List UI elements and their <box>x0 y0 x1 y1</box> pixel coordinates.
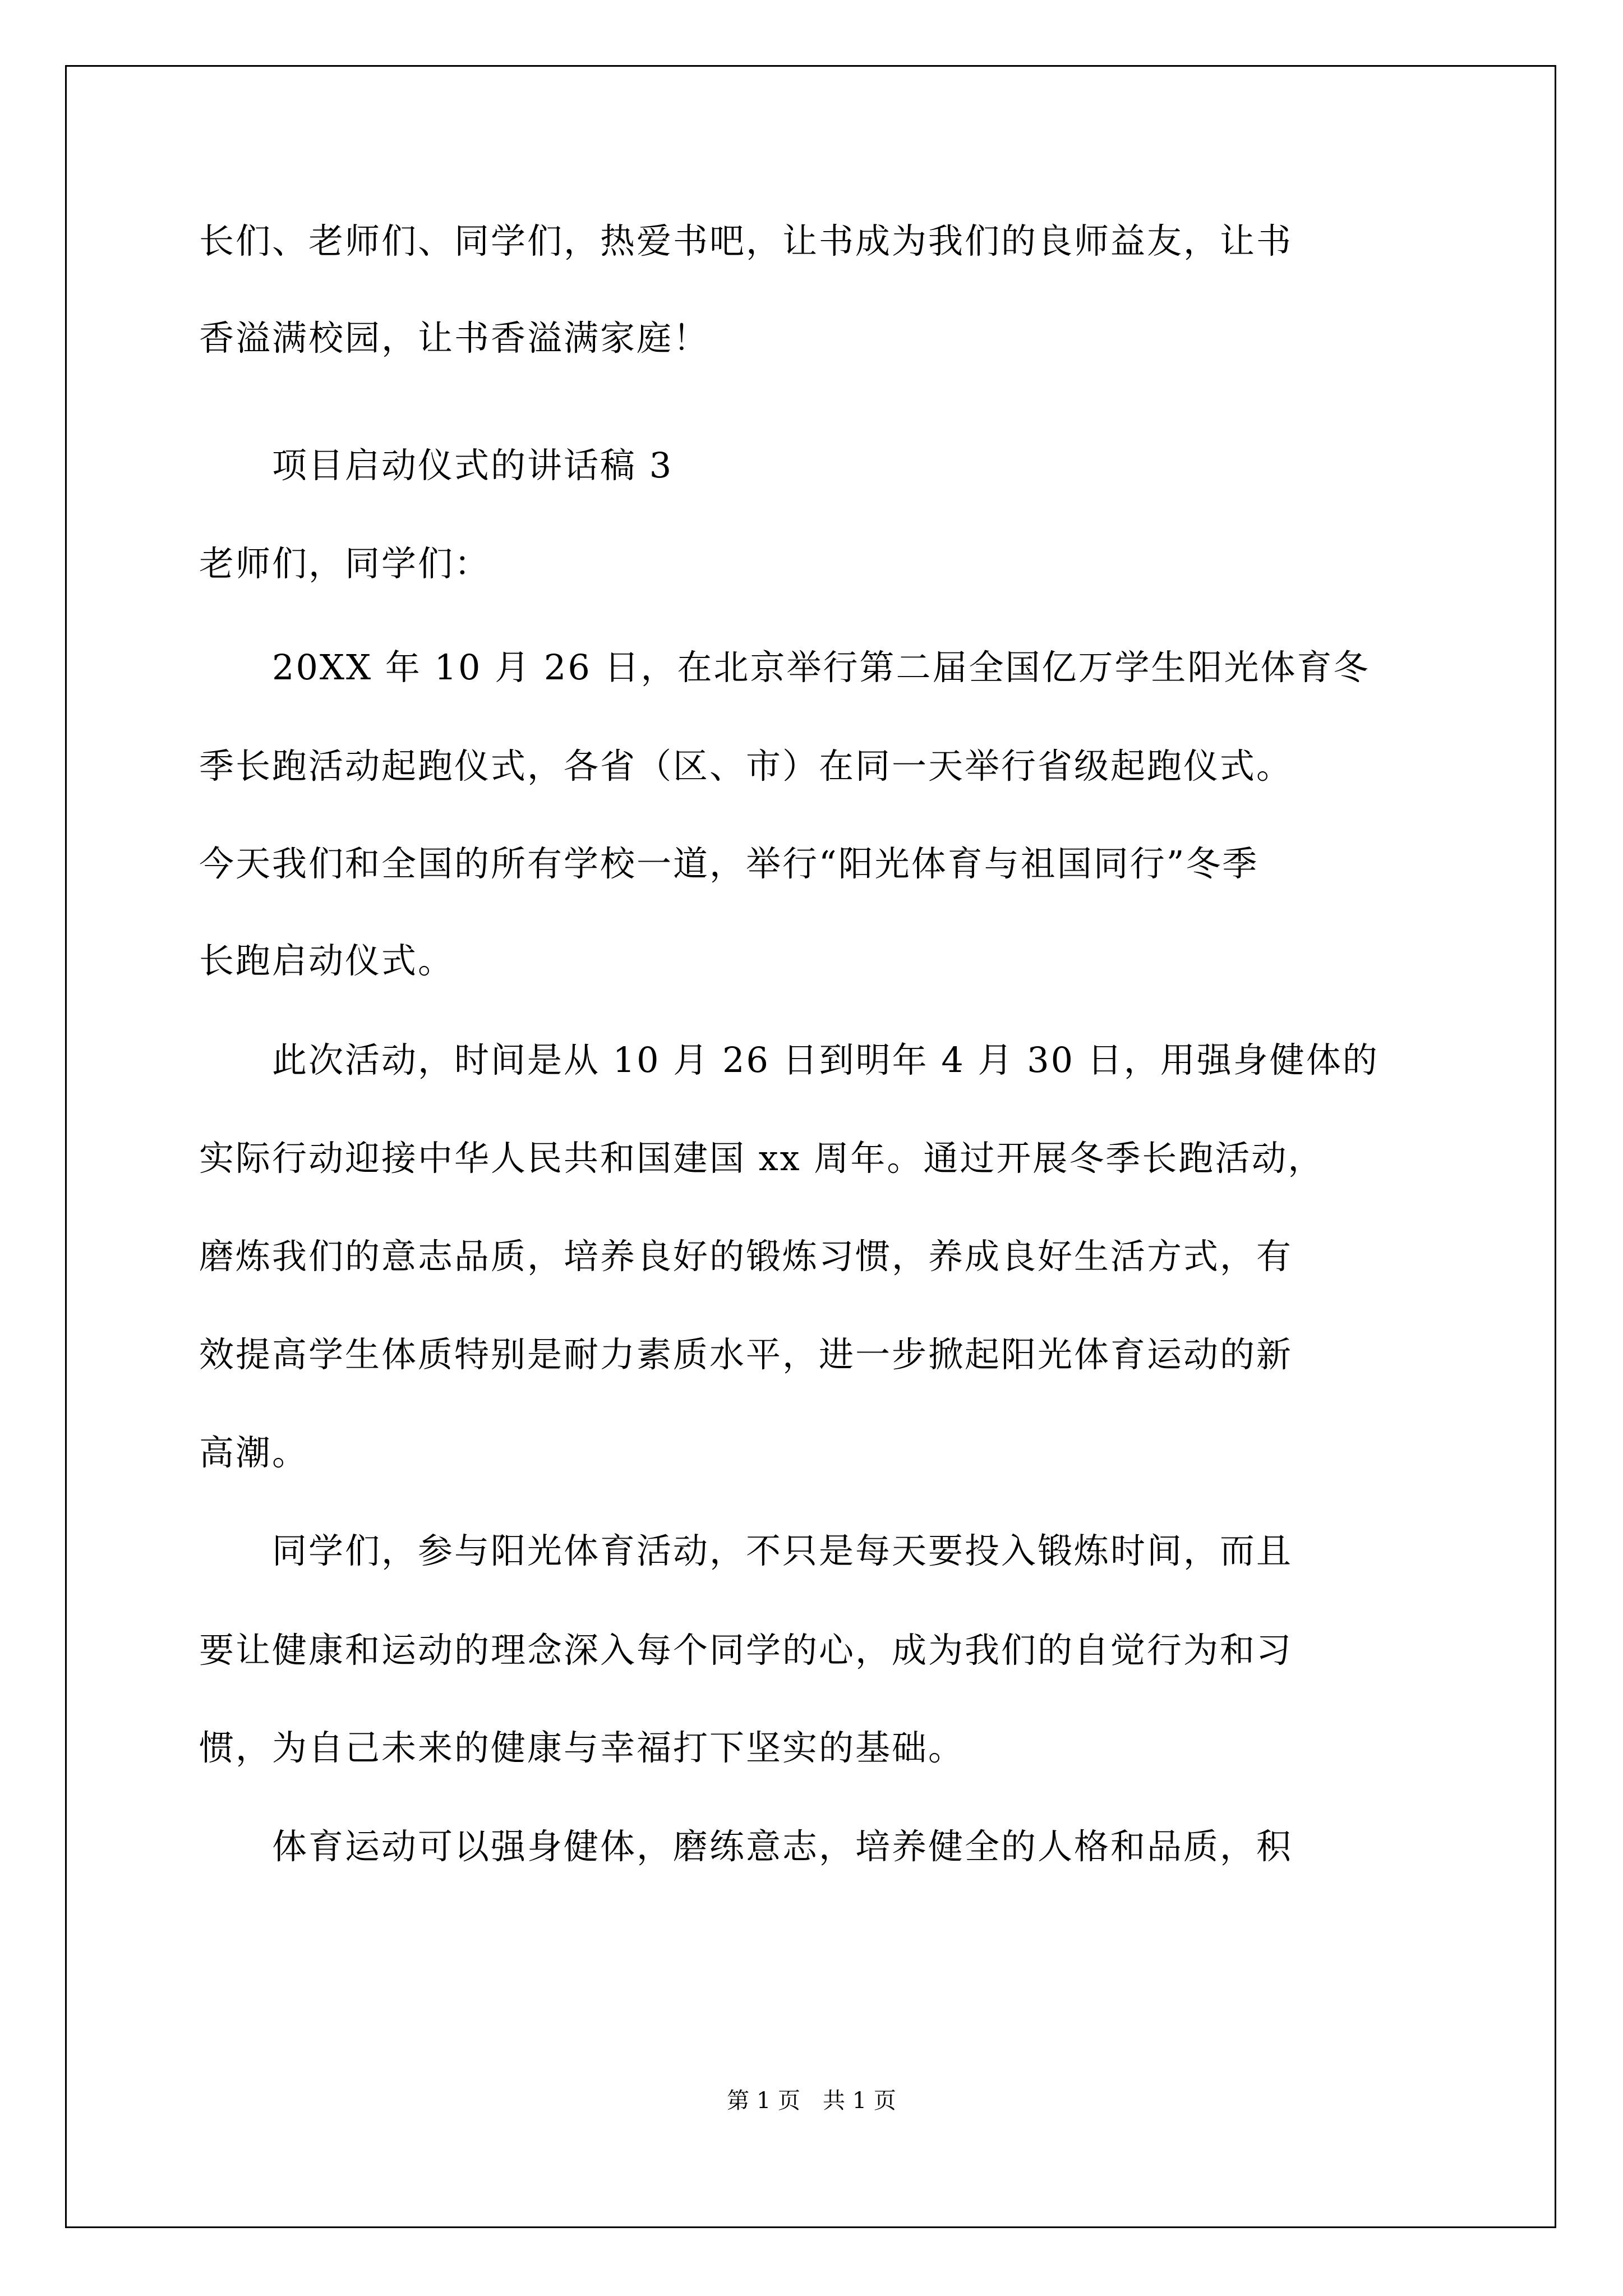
page-footer: 第 1 页 共 1 页 <box>727 2088 896 2114</box>
text-line: 实际行动迎接中华人民共和国建国 xx 周年。通过开展冬季长跑活动， <box>199 1138 1325 1179</box>
text-line: 香溢满校园，让书香溢满家庭！ <box>199 318 710 358</box>
text-line: 今天我们和全国的所有学校一道，举行“阳光体育与祖国同行”冬季 <box>199 843 1259 884</box>
text-line: 同学们，参与阳光体育活动，不只是每天要投入锻炼时间，而且 <box>199 1530 1293 1571</box>
text-line: 磨炼我们的意志品质，培养良好的锻炼习惯，养成良好生活方式，有 <box>199 1236 1293 1277</box>
text-line: 惯，为自己未来的健康与幸福打下坚实的基础。 <box>199 1727 965 1768</box>
text-line: 要让健康和运动的理念深入每个同学的心，成为我们的自觉行为和习 <box>199 1630 1293 1671</box>
text-line: 长们、老师们、同学们，热爱书吧，让书成为我们的良师益友，让书 <box>199 220 1293 261</box>
text-line: 长跑启动仪式。 <box>199 940 455 981</box>
text-line: 季长跑活动起跑仪式，各省（区、市）在同一天举行省级起跑仪式。 <box>199 746 1293 786</box>
salutation: 老师们，同学们： <box>199 543 491 584</box>
text-line: 体育运动可以强身健体，磨练意志，培养健全的人格和品质，积 <box>199 1826 1293 1867</box>
text-line: 此次活动，时间是从 10 月 26 日到明年 4 月 30 日，用强身健体的 <box>199 1039 1379 1080</box>
text-line: 高潮。 <box>199 1432 309 1473</box>
text-line: 效提高学生体质特别是耐力素质水平，进一步掀起阳光体育运动的新 <box>199 1334 1293 1375</box>
text-line: 20XX 年 10 月 26 日，在北京举行第二届全国亿万学生阳光体育冬 <box>199 647 1370 688</box>
section-heading: 项目启动仪式的讲话稿 3 <box>199 445 674 486</box>
